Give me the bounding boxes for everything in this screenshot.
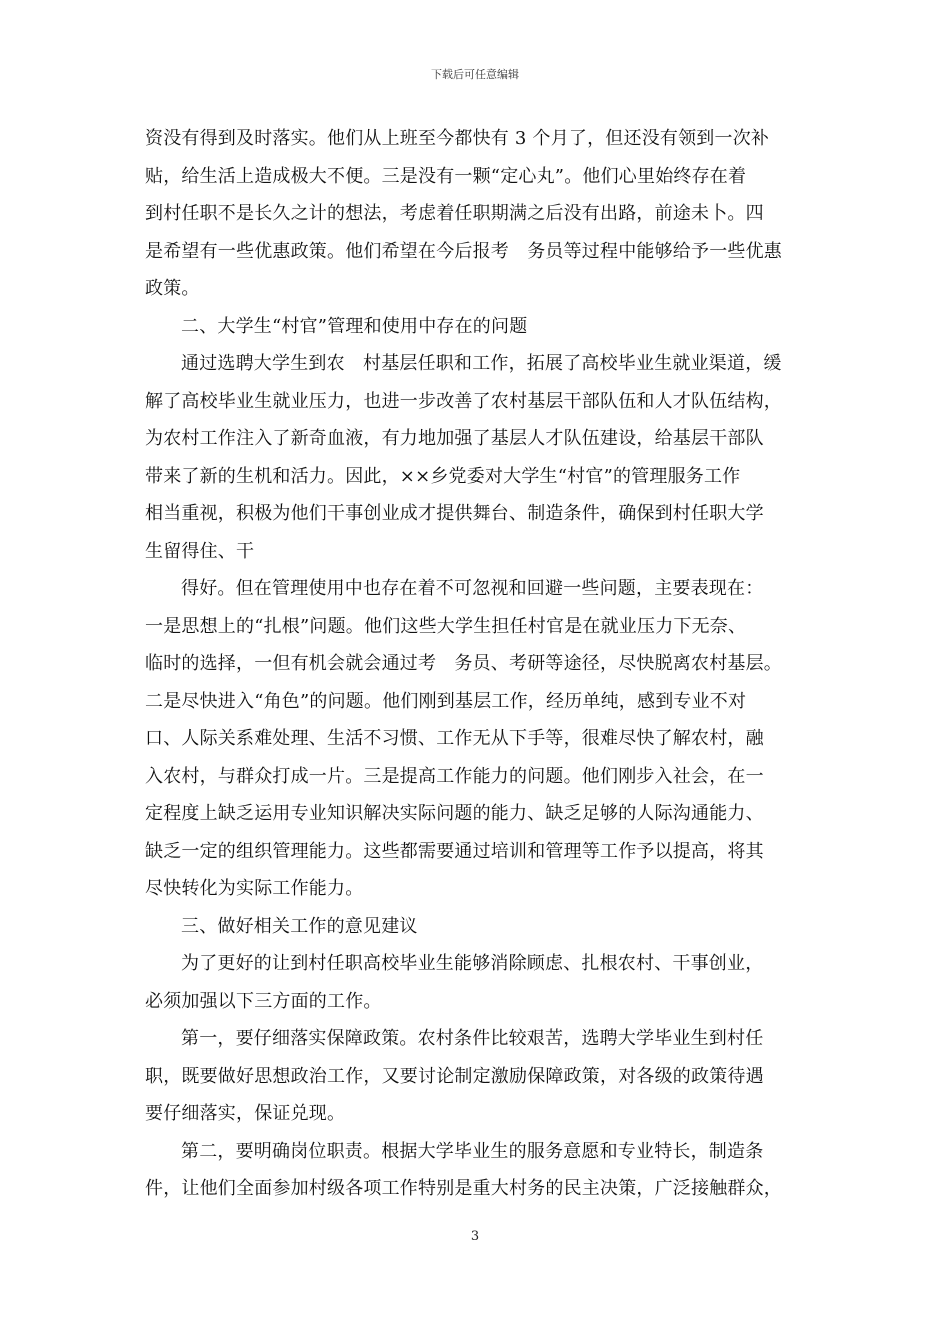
text-line: 件，让他们全面参加村级各项工作特别是重大村务的民主决策，广泛接触群众， [145, 1178, 782, 1199]
text-line: 政策。 [145, 278, 200, 299]
text-line: 到村任职不是长久之计的想法，考虑着任职期满之后没有出路，前途未卜。四 [145, 203, 764, 224]
text-line: 一是思想上的“扎根”问题。他们这些大学生担任村官是在就业压力下无奈、 [145, 615, 747, 637]
text-line: 得好。但在管理使用中也存在着不可忽视和回避一些问题，主要表现在： [181, 578, 764, 599]
page-number: 3 [470, 1229, 480, 1244]
text-line: 入农村，与群众打成一片。三是提高工作能力的问题。他们刚步入社会，在一 [145, 765, 764, 787]
text-line: 资没有得到及时落实。他们从上班至今都快有 3 个月了，但还没有领到一次补 [145, 128, 770, 149]
text-line: 相当重视，积极为他们干事创业成才提供舞台、制造条件，确保到村任职大学 [145, 503, 764, 524]
text-line: 要仔细落实，保证兑现。 [145, 1103, 346, 1124]
text-line: 解了高校毕业生就业压力，也进一步改善了农村基层干部队伍和人才队伍结构， [145, 390, 782, 412]
page-header: 下载后可任意编辑 [431, 68, 519, 81]
text-line: 二是尽快进入“角色”的问题。他们刚到基层工作，经历单纯，感到专业不对 [145, 690, 747, 712]
text-line: 三、做好相关工作的意见建议 [181, 915, 418, 937]
text-line: 通过选聘大学生到农 村基层任职和工作，拓展了高校毕业生就业渠道，缓 [181, 353, 782, 374]
text-line: 职，既要做好思想政治工作，又要讨论制定激励保障政策，对各级的政策待遇 [145, 1065, 764, 1087]
text-line: 临时的选择，一但有机会就会通过考 务员、考研等途径，尽快脱离农村基层。 [145, 653, 782, 674]
text-line: 是希望有一些优惠政策。他们希望在今后报考 务员等过程中能够给予一些优惠 [145, 240, 782, 262]
text-line: 为农村工作注入了新奇血液，有力地加强了基层人才队伍建设，给基层干部队 [145, 428, 764, 449]
text-line: 必须加强以下三方面的工作。 [145, 990, 382, 1012]
text-line: 生留得住、干 [145, 540, 255, 562]
text-line: 贴，给生活上造成极大不便。三是没有一颗“定心丸”。他们心里始终存在着 [145, 165, 747, 187]
document-body [145, 120, 813, 1208]
text-line: 带来了新的生机和活力。因此，××乡党委对大学生“村官”的管理服务工作 [145, 465, 741, 487]
text-line: 为了更好的让到村任职高校毕业生能够消除顾虑、扎根农村、干事创业， [181, 953, 764, 974]
text-line: 缺乏一定的组织管理能力。这些都需要通过培训和管理等工作予以提高，将其 [145, 840, 764, 862]
text-line: 定程度上缺乏运用专业知识解决实际问题的能力、缺乏足够的人际沟通能力、 [145, 803, 764, 824]
text-line: 口、人际关系难处理、生活不习惯、工作无从下手等，很难尽快了解农村，融 [145, 728, 764, 749]
text-line: 第二，要明确岗位职责。根据大学毕业生的服务意愿和专业特长，制造条 [181, 1140, 764, 1162]
text-line: 二、大学生“村官”管理和使用中存在的问题 [181, 315, 528, 337]
text-line: 尽快转化为实际工作能力。 [145, 878, 364, 899]
text-line: 第一，要仔细落实保障政策。农村条件比较艰苦，选聘大学毕业生到村任 [181, 1028, 764, 1049]
